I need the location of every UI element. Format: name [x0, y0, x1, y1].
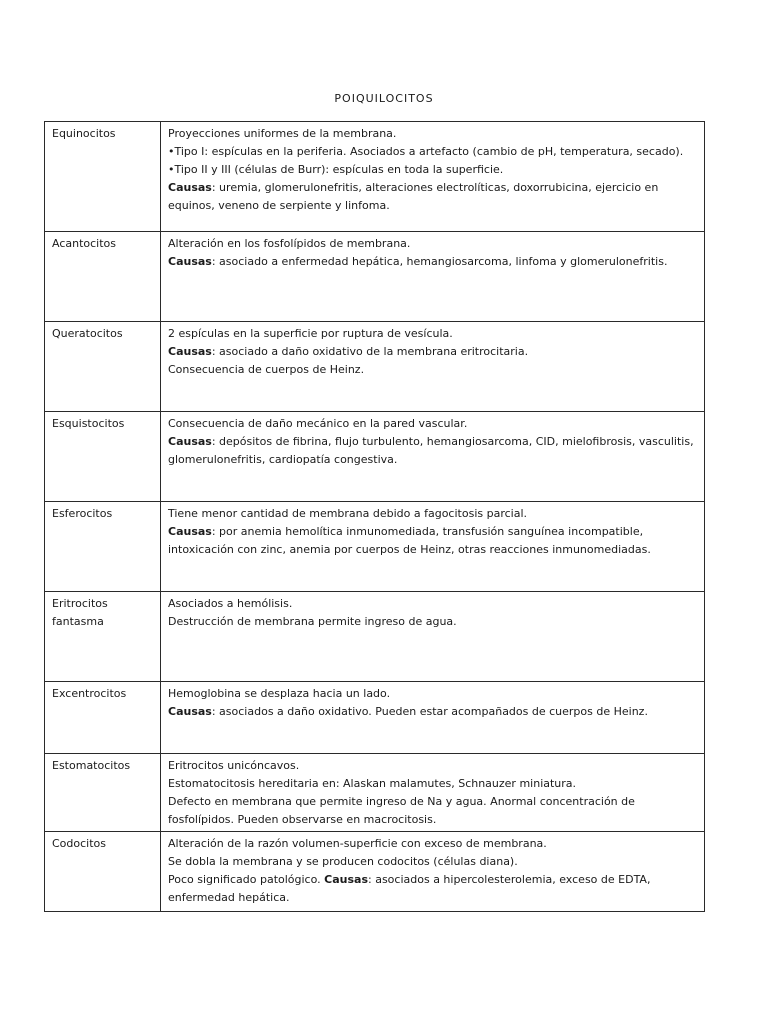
table-row [45, 682, 705, 754]
description-text: Poco significado patológico. [168, 873, 325, 886]
table-row [45, 412, 705, 502]
description-line [168, 703, 697, 721]
table-row [45, 592, 705, 682]
description-line: Alteración en los fosfolípidos de membrana. [168, 237, 411, 250]
page-title: POIQUILOCITOS [334, 92, 434, 105]
poikilocyte-table [44, 121, 705, 912]
description-line: Defecto en membrana que permite ingreso de Na y agua. Anormal concentración de fosfolípidos. Pueden observarse en macrocitosis. [168, 795, 635, 826]
causes-label: Causas [168, 435, 212, 448]
causes-text: : por anemia hemolítica inmunomediada, transfusión sanguínea incompatible, intoxicación con zinc, anemia por cuerpos de Heinz, otras reacciones inmunomediadas. [168, 525, 651, 556]
description-line: Consecuencia de daño mecánico en la pared vascular. [168, 417, 468, 430]
table-row [45, 232, 705, 322]
description-line [168, 179, 697, 215]
row-description [161, 592, 705, 682]
row-description [161, 412, 705, 502]
row-name: Excentrocitos [45, 682, 161, 754]
description-line: •Tipo I: espículas en la periferia. Asociados a artefacto (cambio de pH, temperatura, secado). [168, 145, 684, 158]
row-name: Acantocitos [45, 232, 161, 322]
table-row [45, 322, 705, 412]
causes-label: Causas [168, 255, 212, 268]
row-name: Queratocitos [45, 322, 161, 412]
description-line: Proyecciones uniformes de la membrana. [168, 127, 397, 140]
causes-text: : asociado a enfermedad hepática, hemangiosarcoma, linfoma y glomerulonefritis. [211, 255, 668, 268]
row-name: Estomatocitos [45, 754, 161, 832]
row-description [161, 502, 705, 592]
table-row [45, 122, 705, 232]
description-line [168, 343, 697, 361]
description-line [168, 523, 697, 559]
description-line: Tiene menor cantidad de membrana debido a fagocitosis parcial. [168, 507, 527, 520]
row-description [161, 322, 705, 412]
causes-text: : asociados a hipercolesterolemia, exceso de EDTA, enfermedad hepática. [168, 873, 651, 904]
row-name: Codocitos [45, 832, 161, 912]
row-description [161, 682, 705, 754]
row-name: Eritrocitos fantasma [45, 592, 161, 682]
causes-text: : asociados a daño oxidativo. Pueden estar acompañados de cuerpos de Heinz. [211, 705, 648, 718]
causes-label: Causas [168, 345, 212, 358]
description-line [168, 253, 697, 271]
causes-text: : uremia, glomerulonefritis, alteraciones electrolíticas, doxorrubicina, ejercicio en equinos, veneno de serpiente y linfoma. [168, 181, 659, 212]
row-description [161, 232, 705, 322]
description-line: Destrucción de membrana permite ingreso de agua. [168, 615, 457, 628]
row-name: Esquistocitos [45, 412, 161, 502]
description-line [168, 871, 697, 907]
description-line: 2 espículas en la superficie por ruptura de vesícula. [168, 327, 453, 340]
table-row [45, 754, 705, 832]
table-row [45, 832, 705, 912]
description-line: Consecuencia de cuerpos de Heinz. [168, 363, 365, 376]
causes-label: Causas [168, 181, 212, 194]
description-line: Hemoglobina se desplaza hacia un lado. [168, 687, 391, 700]
causes-label: Causas [324, 873, 368, 886]
description-line [168, 433, 697, 469]
table-row [45, 502, 705, 592]
row-name: Equinocitos [45, 122, 161, 232]
causes-text: : depósitos de fibrina, flujo turbulento, hemangiosarcoma, CID, mielofibrosis, vasculitis, glomerulonefritis, cardiopatía congestiva. [168, 435, 694, 466]
causes-label: Causas [168, 525, 212, 538]
description-line: Asociados a hemólisis. [168, 597, 293, 610]
description-line: Eritrocitos unicóncavos. [168, 759, 300, 772]
description-line: •Tipo II y III (células de Burr): espículas en toda la superficie. [168, 163, 504, 176]
description-line: Estomatocitosis hereditaria en: Alaskan malamutes, Schnauzer miniatura. [168, 777, 577, 790]
causes-text: : asociado a daño oxidativo de la membrana eritrocitaria. [211, 345, 529, 358]
description-line: Alteración de la razón volumen-superficie con exceso de membrana. [168, 837, 547, 850]
row-description [161, 832, 705, 912]
row-description [161, 122, 705, 232]
row-description [161, 754, 705, 832]
description-line: Se dobla la membrana y se producen codocitos (células diana). [168, 855, 518, 868]
causes-label: Causas [168, 705, 212, 718]
row-name: Esferocitos [45, 502, 161, 592]
